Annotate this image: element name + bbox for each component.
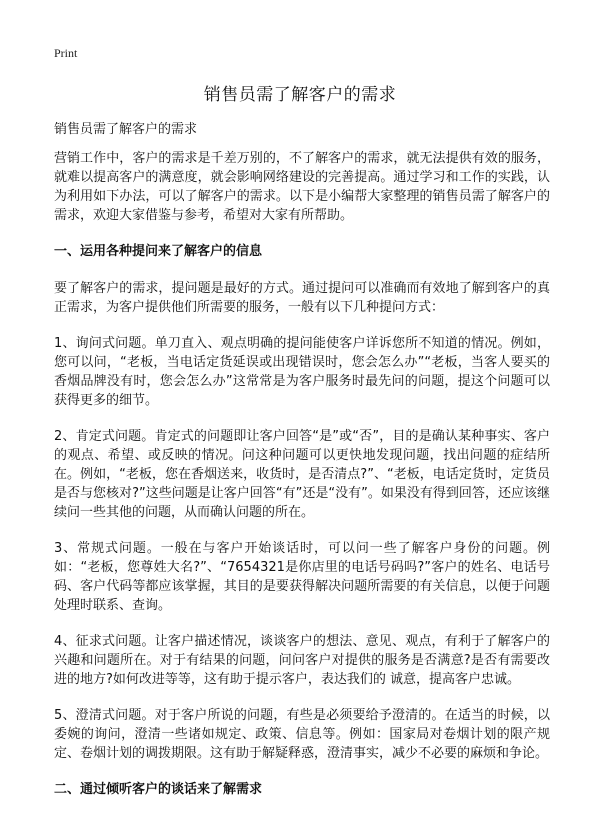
document-body [54,120,550,817]
intro-paragraph: 营销工作中，客户的需求是千差万别的，不了解客户的需求，就无法提供有效的服务，就难以提高客户的满意度，就会影响网络建设的完善提高。通过学习和工作的实践，认为利用如下办法，可以了解客户的需求。以下是小编帮大家整理的销售员需了解客户的需求，欢迎大家借鉴与参考，希望对大家有所帮助。 [54,151,550,223]
list-item-2: 2、肯定式问题。肯定式的问题即让客户回答“是”或“否”，目的是确认某种事实、客户的观点、希望、或反映的情况。问这种问题可以更快地发现问题，找出问题的症结所在。例如，“老板，您在香烟送来，收货时，是否清点?”、“老板，电话定货时，定货员是否与您核对?”这些问题是让客户回答“有”还是“没有”。如果没有得到回答，还应该继续问一些其他的问题，从而确认问题的所在。 [54,429,550,520]
document-subtitle: 销售员需了解客户的需求 [54,122,198,137]
list-item-1: 1、询问式问题。单刀直入、观点明确的提问能使客户详诉您所不知道的情况。例如，您可以问，“老板，当电话定货延误或出现错误时，您会怎么办”“老板，当客人要买的香烟品牌没有时，您会怎么办”这常常是为客户服务时最先问的问题，提这个问题可以获得更多的细节。 [54,336,550,408]
list-item-5: 5、澄清式问题。对于客户所说的问题，有些是必须要给予澄清的。在适当的时候，以委婉的询问，澄清一些诸如规定、政策、信息等。例如：国家局对卷烟计划的限产规定、卷烟计划的调拨期限。这有助于解疑释惑，澄清事实，减少不必要的麻烦和争论。 [54,708,550,761]
section-heading-2: 二、通过倾听客户的谈话来了解需求 [54,782,263,797]
document-title: 销售员需了解客户的需求 [203,85,397,105]
list-item-3: 3、常规式问题。一般在与客户开始谈话时，可以问一些了解客户身份的问题。例如：“老板，您尊姓大名?”、“7654321是你店里的电话号码吗?”客户的姓名、电话号码、客户代码等都应该掌握，其目的是要获得解决问题所需要的有关信息，以便于问题处理时联系、查询。 [54,541,550,613]
print-label: Print [54,46,78,60]
section-1-intro: 要了解客户的需求，提问题是最好的方式。通过提问可以准确而有效地了解到客户的真正需求，为客户提供他们所需要的服务，一般有以下几种提问方式： [54,281,550,315]
section-heading-1: 一、运用各种提问来了解客户的信息 [54,244,263,259]
list-item-4: 4、征求式问题。让客户描述情况，谈谈客户的想法、意见、观点，有利于了解客户的兴趣和问题所在。对于有结果的问题，问问客户对提供的服务是否满意?是否有需要改进的地方?如何改进等等，这有助于提示客户，表达我们的 诚意，提高客户忠诚。 [54,634,550,687]
